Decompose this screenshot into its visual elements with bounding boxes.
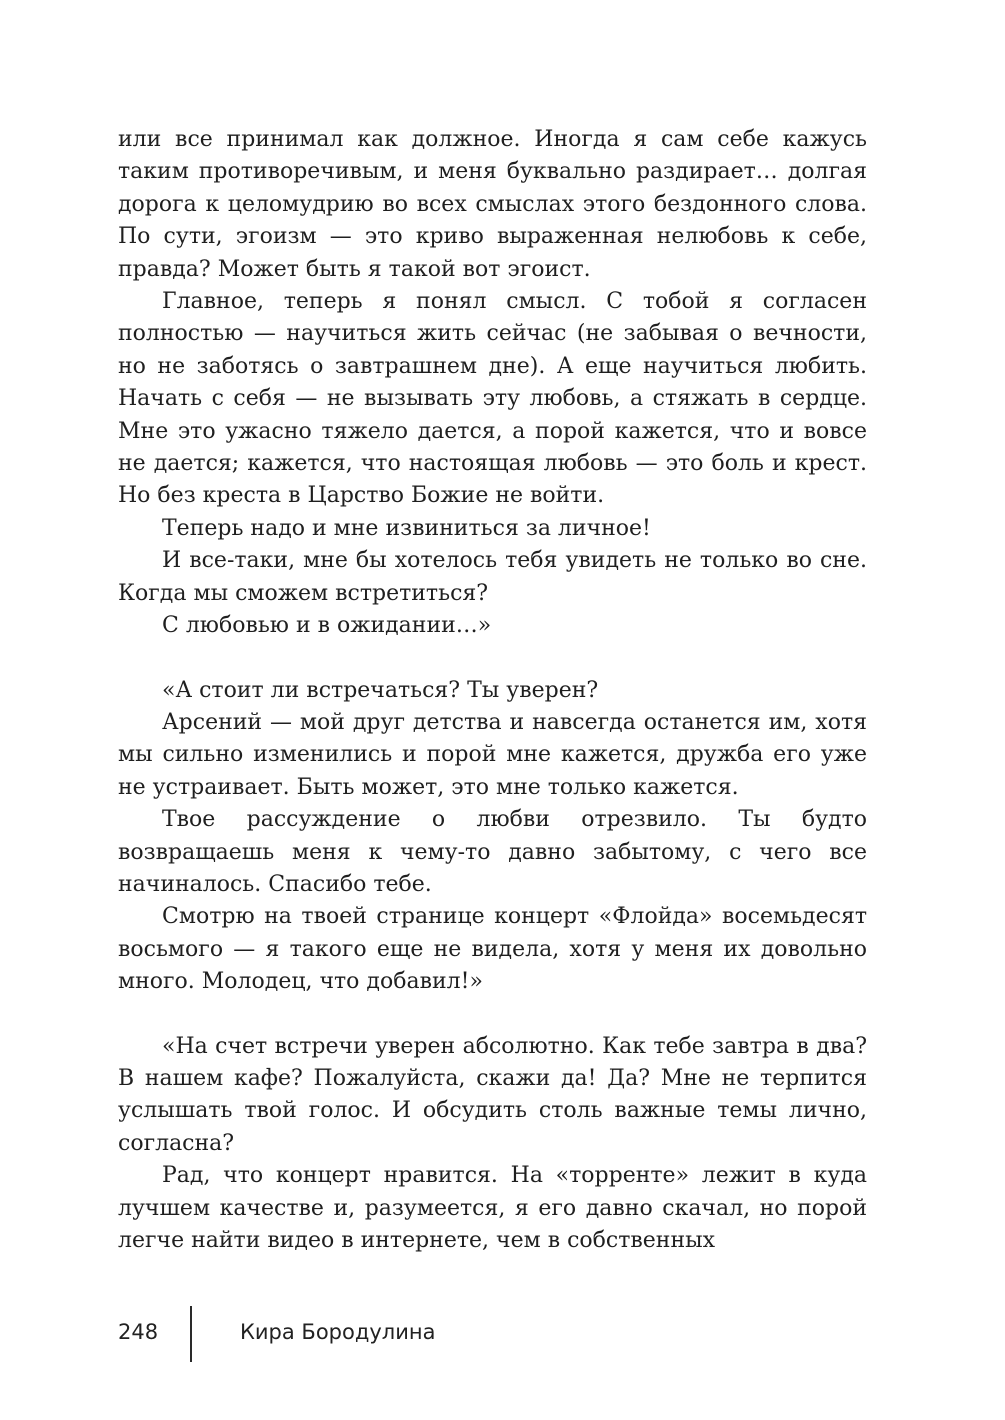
paragraph: «А стоит ли встречаться? Ты уверен? xyxy=(162,677,599,703)
paragraph: Твое рассуждение о любви отрезвило. Ты будто возвращаешь меня к чему-то давно забытому, с чего все начиналось. Спасибо тебе. xyxy=(118,807,867,897)
page-number: 248 xyxy=(118,1320,159,1344)
author-name: Кира Бородулина xyxy=(240,1320,436,1344)
paragraph: С любовью и в ожидании…» xyxy=(162,613,492,639)
paragraph: Смотрю на твоей странице концерт «Флойда» восемьдесят восьмого — я такого еще не видела, хотя у меня их довольно много. Молодец, что добавил!» xyxy=(118,904,867,995)
section-break xyxy=(118,999,867,1031)
paragraph: Арсений — мой друг детства и навсегда останется им, хотя мы сильно изменились и порой мне кажется, дружба его уже не устраивает. Быть может, это мне только кажется. xyxy=(118,709,867,800)
page-footer xyxy=(118,1306,618,1362)
paragraph: Главное, теперь я понял смысл. С тобой я согласен полностью — научиться жить сейчас (не забывая о вечности, но не заботясь о завтрашнем дне). А еще научиться любить. Начать с себя — не вызывать эту любовь, а стяжать в сердце. Мне это ужасно тяжело дается, а порой кажется, что и вовсе не дается; кажется, что настоящая любовь — это боль и крест. Но без креста в Царство Божие не войти. xyxy=(118,289,867,509)
paragraph: «На счет встречи уверен абсолютно. Как тебе завтра в два? В нашем кафе? Пожалуйста, скажи да! Да? Мне не терпится услышать твой голос. И обсудить столь важные темы лично, согласна? xyxy=(118,1033,867,1156)
paragraph: Теперь надо и мне извиниться за личное! xyxy=(162,515,651,541)
footer-divider xyxy=(190,1306,192,1362)
section-break xyxy=(118,643,867,675)
paragraph: или все принимал как должное. Иногда я сам себе кажусь таким противоречивым, и меня буквально раздирает… долгая дорога к целомудрию во всех смыслах этого бездонного слова. По сути, эгоизм — это криво выраженная нелюбовь к себе, правда? Может быть я такой вот эгоист. xyxy=(118,127,867,282)
paragraph: И все-таки, мне бы хотелось тебя увидеть не только во сне. Когда мы сможем встретиться? xyxy=(118,548,867,606)
page-body xyxy=(118,124,867,1257)
paragraph: Рад, что концерт нравится. На «торренте» лежит в куда лучшем качестве и, разумеется, я его давно скачал, но порой легче найти видео в интернете, чем в собственных xyxy=(118,1163,867,1253)
